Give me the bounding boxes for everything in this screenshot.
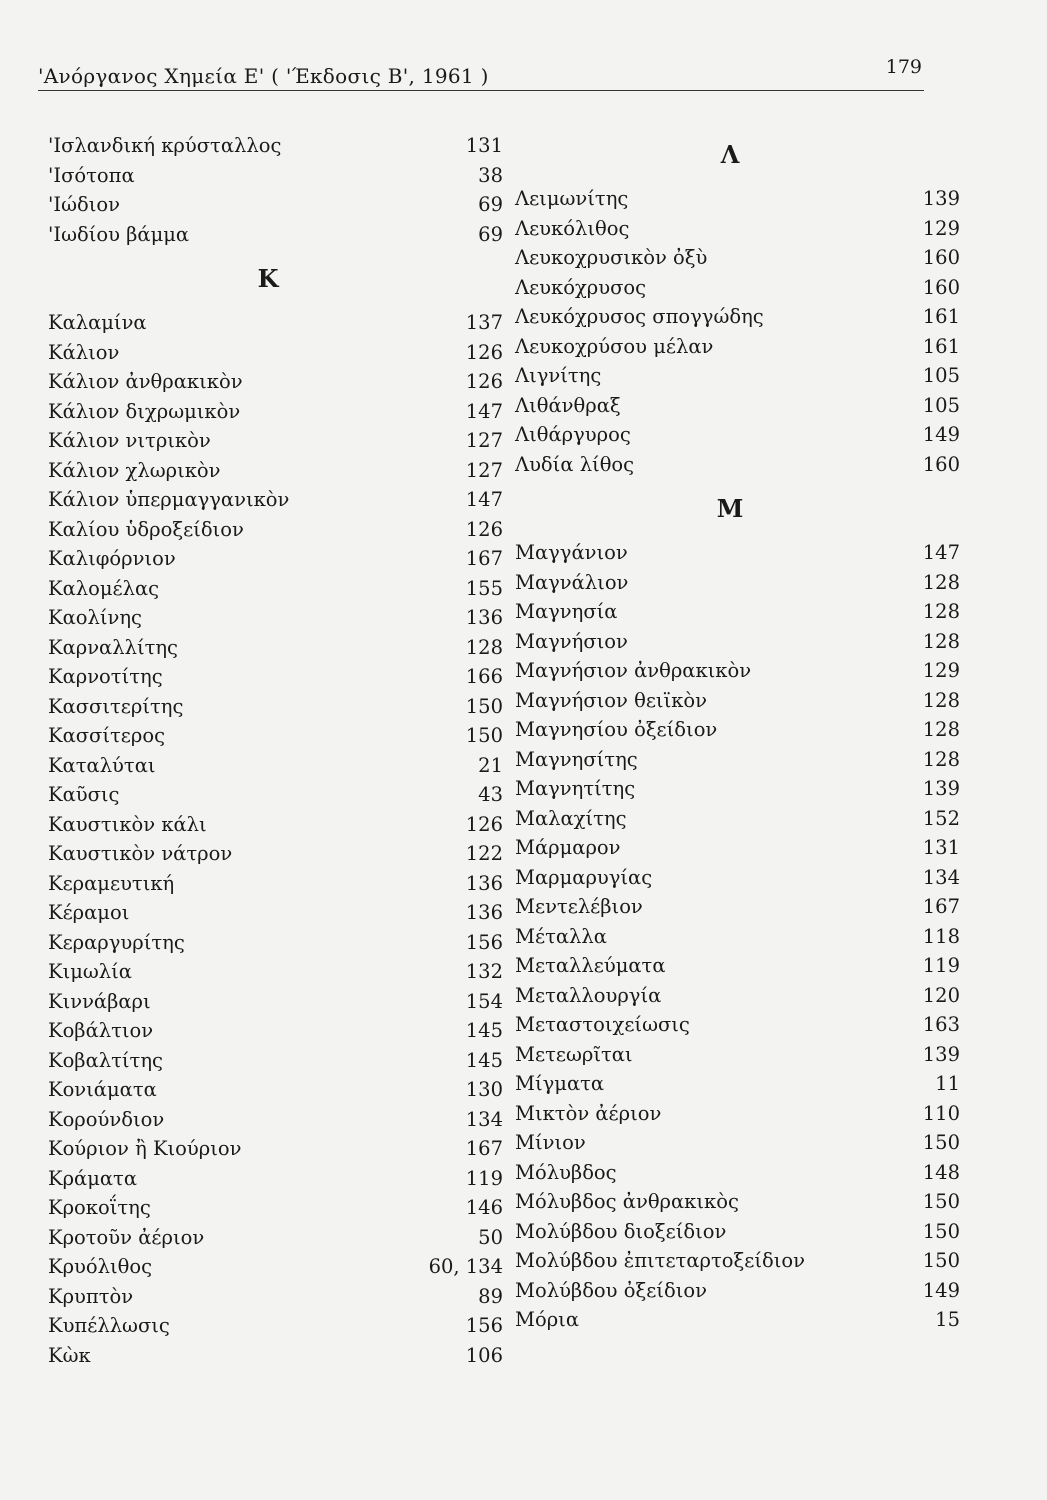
index-entry xyxy=(48,367,503,397)
index-page-ref: 69 xyxy=(478,193,503,216)
index-entry xyxy=(515,332,960,362)
index-page-ref: 119 xyxy=(922,954,960,977)
index-term: Κάλιον xyxy=(48,340,120,364)
index-page-ref: 156 xyxy=(465,930,503,954)
index-page-ref: 167 xyxy=(465,1137,503,1160)
index-term: Μόλυβδος ἀνθρακικὸς xyxy=(515,1190,739,1213)
index-term: Μεταλλεύματα xyxy=(515,954,666,977)
index-entry xyxy=(48,161,503,191)
index-page-ref: 128 xyxy=(922,600,960,623)
index-page-ref: 128 xyxy=(922,747,960,771)
index-page-ref: 126 xyxy=(465,517,503,541)
index-entry xyxy=(515,1010,960,1040)
index-term: Κασσιτερίτης xyxy=(48,694,184,718)
page-number: 179 xyxy=(885,56,922,78)
index-term: Λευκόλιθος xyxy=(515,216,630,240)
index-entry xyxy=(515,273,960,303)
index-term: Κοβαλτίτης xyxy=(48,1048,163,1072)
index-entry xyxy=(48,810,503,840)
index-page-ref: 132 xyxy=(465,960,503,983)
index-term: Λευκόχρυσος σπογγώδης xyxy=(515,305,764,328)
index-entry xyxy=(515,1246,960,1276)
index-term: Μαγνησίου ὀξείδιον xyxy=(515,718,718,741)
index-page-ref: 145 xyxy=(465,1048,503,1072)
index-page-ref: 167 xyxy=(465,547,503,570)
index-page-ref: 150 xyxy=(922,1249,960,1272)
index-term: Κιμωλία xyxy=(48,960,132,983)
index-entry xyxy=(48,869,503,899)
index-page-ref: 161 xyxy=(922,305,960,328)
index-entry xyxy=(48,1311,503,1341)
index-page-ref: 136 xyxy=(465,871,503,895)
index-entry xyxy=(48,426,503,456)
index-page-ref: 147 xyxy=(465,488,503,511)
index-page-ref: 147 xyxy=(922,541,960,564)
index-term: 'Ισλανδική κρύσταλλος xyxy=(48,134,282,157)
index-term: Μολύβδου διοξείδιον xyxy=(515,1219,727,1243)
index-entry xyxy=(48,1046,503,1076)
index-page-ref: 120 xyxy=(922,983,960,1007)
index-entry xyxy=(515,833,960,863)
index-term: Μικτὸν ἀέριον xyxy=(515,1101,662,1125)
index-entry xyxy=(48,987,503,1017)
index-page-ref: 126 xyxy=(465,370,503,393)
index-section-m xyxy=(515,538,960,1335)
index-term: Λευκοχρυσικὸν ὀξὺ xyxy=(515,246,708,269)
index-entry xyxy=(515,656,960,686)
index-term: Καλιφόρνιον xyxy=(48,547,176,570)
index-entry xyxy=(48,1164,503,1194)
index-page-ref: 11 xyxy=(935,1072,960,1095)
index-term: Κιννάβαρι xyxy=(48,989,151,1013)
index-page-ref: 167 xyxy=(922,895,960,918)
index-page-ref: 150 xyxy=(465,694,503,718)
index-term: Κροκοΐτης xyxy=(48,1196,151,1219)
index-page-ref: 127 xyxy=(465,429,503,452)
index-term: Μαγνήσιον θειϊκὸν xyxy=(515,688,707,712)
index-page-ref: 134 xyxy=(465,1107,503,1131)
index-entry xyxy=(515,715,960,745)
index-page-ref: 127 xyxy=(465,458,503,482)
index-page-ref: 89 xyxy=(478,1284,503,1308)
index-entry xyxy=(515,774,960,804)
index-entry xyxy=(515,627,960,657)
index-entry xyxy=(48,190,503,220)
index-term: 'Ιώδιον xyxy=(48,193,120,216)
index-section-k xyxy=(48,308,503,1370)
index-term: Κάλιον χλωρικὸν xyxy=(48,458,221,482)
index-page-ref: 150 xyxy=(465,724,503,747)
index-term: Μαρμαρυγίας xyxy=(515,865,653,889)
index-page-ref: 105 xyxy=(922,364,960,387)
index-term: Κρυπτὸν xyxy=(48,1284,134,1308)
index-term: Κάλιον ἀνθρακικὸν xyxy=(48,370,243,393)
index-page-ref: 128 xyxy=(922,629,960,653)
index-term: Καλαμίνα xyxy=(48,311,147,334)
index-entry xyxy=(48,603,503,633)
index-entry xyxy=(48,544,503,574)
index-term: Μαλαχίτης xyxy=(515,806,627,830)
index-entry xyxy=(515,538,960,568)
index-term: Κασσίτερος xyxy=(48,724,166,747)
index-term: Λειμωνίτης xyxy=(515,187,629,210)
index-term: Μαγνήσιον ἀνθρακικὸν xyxy=(515,659,752,682)
index-entry xyxy=(515,420,960,450)
index-entry xyxy=(48,957,503,987)
index-term: Μαγνησίτης xyxy=(515,747,638,771)
index-page-ref: 161 xyxy=(922,334,960,358)
index-entry xyxy=(48,397,503,427)
index-entry xyxy=(48,928,503,958)
index-page-ref: 154 xyxy=(465,989,503,1013)
index-term: Καταλύται xyxy=(48,753,156,777)
index-page-ref: 60, 134 xyxy=(428,1255,503,1278)
index-entry xyxy=(48,1016,503,1046)
index-entry xyxy=(48,1282,503,1312)
index-entry xyxy=(515,243,960,273)
index-term: Μόρια xyxy=(515,1308,579,1331)
index-page-ref: 150 xyxy=(922,1131,960,1154)
index-page-ref: 131 xyxy=(922,836,960,859)
index-entry xyxy=(48,1252,503,1282)
index-entry xyxy=(515,981,960,1011)
running-title: 'Ανόργανος Χημεία Ε' ( 'Έκδοσις Β', 1961 ) xyxy=(38,64,489,88)
index-page-ref: 146 xyxy=(465,1196,503,1219)
index-term: Καρνοτίτης xyxy=(48,665,163,688)
index-page-ref: 148 xyxy=(922,1160,960,1184)
index-term: Καολίνης xyxy=(48,606,142,629)
index-entry xyxy=(515,1158,960,1188)
index-page-ref: 136 xyxy=(465,606,503,629)
section-letter-k: Κ xyxy=(257,264,279,293)
index-entry xyxy=(48,1341,503,1371)
index-page-ref: 145 xyxy=(465,1019,503,1042)
index-entry xyxy=(48,1134,503,1164)
index-entry xyxy=(48,839,503,869)
index-term: Μετεωρῖται xyxy=(515,1042,633,1066)
index-entry xyxy=(515,184,960,214)
index-page-ref: 69 xyxy=(478,222,503,246)
index-page-ref: 119 xyxy=(465,1166,503,1190)
index-term: Κράματα xyxy=(48,1166,137,1190)
index-term: Μίγματα xyxy=(515,1072,605,1095)
index-entry xyxy=(515,1276,960,1306)
index-entry xyxy=(515,302,960,332)
right-index-column xyxy=(515,125,960,1335)
index-term: Μαγνάλιον xyxy=(515,570,629,594)
index-entry xyxy=(48,1193,503,1223)
index-term: Μεταλλουργία xyxy=(515,983,662,1007)
index-term: Λιθάνθραξ xyxy=(515,393,621,417)
index-entry xyxy=(48,721,503,751)
index-entry xyxy=(515,1128,960,1158)
index-page-ref: 149 xyxy=(922,423,960,446)
index-entry xyxy=(48,308,503,338)
index-term: Μέταλλα xyxy=(515,924,607,948)
index-page-ref: 155 xyxy=(465,576,503,600)
index-entry xyxy=(48,485,503,515)
index-page-ref: 150 xyxy=(922,1190,960,1213)
index-entry xyxy=(48,456,503,486)
index-page-ref: 43 xyxy=(478,783,503,806)
index-entry xyxy=(515,863,960,893)
index-page-ref: 137 xyxy=(465,311,503,334)
left-index-column xyxy=(48,131,503,1370)
index-section-l xyxy=(515,184,960,479)
index-entry xyxy=(48,1075,503,1105)
index-entry xyxy=(515,922,960,952)
index-entry xyxy=(48,1105,503,1135)
index-page-ref: 50 xyxy=(478,1225,503,1249)
index-entry xyxy=(515,1040,960,1070)
index-page-ref: 128 xyxy=(465,635,503,659)
index-entry xyxy=(515,597,960,627)
index-term: Μίνιον xyxy=(515,1131,586,1154)
index-page-ref: 150 xyxy=(922,1219,960,1243)
index-entry xyxy=(48,780,503,810)
index-term: Μαγνητίτης xyxy=(515,777,636,800)
index-page-ref: 128 xyxy=(922,718,960,741)
index-page-ref: 106 xyxy=(465,1343,503,1367)
index-term: Κὼκ xyxy=(48,1343,91,1367)
index-entry xyxy=(48,662,503,692)
index-entry xyxy=(48,131,503,161)
index-term: Κυπέλλωσις xyxy=(48,1314,170,1337)
index-page-ref: 129 xyxy=(922,216,960,240)
index-entry xyxy=(515,1187,960,1217)
index-page-ref: 129 xyxy=(922,659,960,682)
index-entry xyxy=(515,745,960,775)
index-page-ref: 160 xyxy=(922,246,960,269)
index-page-ref: 163 xyxy=(922,1013,960,1036)
index-term: Κονιάματα xyxy=(48,1078,157,1101)
page-header xyxy=(38,56,924,91)
index-term: Μόλυβδος xyxy=(515,1160,617,1184)
index-entry xyxy=(515,686,960,716)
index-term: Κεραργυρίτης xyxy=(48,930,185,954)
index-page-ref: 139 xyxy=(922,187,960,210)
index-term: Καρναλλίτης xyxy=(48,635,178,659)
index-entry xyxy=(48,574,503,604)
index-page-ref: 126 xyxy=(465,812,503,836)
index-term: Λιγνίτης xyxy=(515,364,602,387)
index-term: Μάρμαρον xyxy=(515,836,621,859)
index-entry xyxy=(515,1099,960,1129)
index-section-i xyxy=(48,131,503,249)
index-term: Κάλιον νιτρικὸν xyxy=(48,429,211,452)
index-entry xyxy=(515,951,960,981)
index-term: Μεταστοιχείωσις xyxy=(515,1013,690,1036)
index-entry xyxy=(48,751,503,781)
index-term: Καυστικὸν νάτρον xyxy=(48,842,233,865)
index-page-ref: 136 xyxy=(465,901,503,924)
index-term: Λευκοχρύσου μέλαν xyxy=(515,334,714,358)
index-page-ref: 15 xyxy=(935,1308,960,1331)
index-page-ref: 139 xyxy=(922,777,960,800)
index-term: Μολύβδου ἐπιτεταρτοξείδιον xyxy=(515,1249,805,1272)
index-term: Κούριον ἢ Κιούριον xyxy=(48,1137,242,1160)
index-page-ref: 122 xyxy=(465,842,503,865)
index-term: Καλίου ὑδροξείδιον xyxy=(48,517,244,541)
index-entry xyxy=(515,804,960,834)
index-page-ref: 152 xyxy=(922,806,960,830)
index-entry xyxy=(515,1069,960,1099)
index-entry xyxy=(48,338,503,368)
index-entry xyxy=(48,220,503,250)
index-page-ref: 160 xyxy=(922,275,960,299)
index-term: 'Ισότοπα xyxy=(48,163,135,187)
index-term: Καῦσις xyxy=(48,783,120,806)
index-term: Μαγνήσιον xyxy=(515,629,628,653)
index-page-ref: 21 xyxy=(478,753,503,777)
index-page-ref: 139 xyxy=(922,1042,960,1066)
section-letter-l: Λ xyxy=(720,140,740,169)
index-term: Λευκόχρυσος xyxy=(515,275,647,299)
index-page-ref: 130 xyxy=(465,1078,503,1101)
index-entry xyxy=(515,1217,960,1247)
index-entry xyxy=(48,515,503,545)
index-page-ref: 128 xyxy=(922,688,960,712)
index-term: Κροτοῦν ἀέριον xyxy=(48,1225,205,1249)
index-entry xyxy=(48,692,503,722)
index-term: Λιθάργυρος xyxy=(515,423,631,446)
index-entry xyxy=(515,1305,960,1335)
index-page-ref: 166 xyxy=(465,665,503,688)
index-page-ref: 160 xyxy=(922,452,960,476)
index-entry xyxy=(515,391,960,421)
index-page-ref: 118 xyxy=(922,924,960,948)
index-term: Καλομέλας xyxy=(48,576,160,600)
index-term: Κορούνδιον xyxy=(48,1107,165,1131)
index-page-ref: 147 xyxy=(465,399,503,423)
index-page-ref: 128 xyxy=(922,570,960,594)
index-page-ref: 110 xyxy=(922,1101,960,1125)
index-term: 'Ιωδίου βάμμα xyxy=(48,222,190,246)
index-term: Κάλιον ὑπερμαγγανικὸν xyxy=(48,488,290,511)
index-term: Λυδία λίθος xyxy=(515,452,635,476)
index-entry xyxy=(515,450,960,480)
index-term: Κρυόλιθος xyxy=(48,1255,153,1278)
index-term: Μαγνησία xyxy=(515,600,618,623)
index-term: Κέραμοι xyxy=(48,901,130,924)
index-term: Μολύβδου ὀξείδιον xyxy=(515,1278,707,1302)
index-entry xyxy=(48,1223,503,1253)
index-page-ref: 134 xyxy=(922,865,960,889)
index-entry xyxy=(515,568,960,598)
index-term: Μαγγάνιον xyxy=(515,541,628,564)
index-page-ref: 126 xyxy=(465,340,503,364)
index-page-ref: 131 xyxy=(465,134,503,157)
index-page-ref: 105 xyxy=(922,393,960,417)
index-entry xyxy=(515,892,960,922)
index-term: Κοβάλτιον xyxy=(48,1019,154,1042)
index-entry xyxy=(48,633,503,663)
index-term: Μεντελέβιον xyxy=(515,895,643,918)
index-entry xyxy=(48,898,503,928)
index-term: Καυστικὸν κάλι xyxy=(48,812,207,836)
index-page-ref: 156 xyxy=(465,1314,503,1337)
index-page-ref: 38 xyxy=(478,163,503,187)
index-entry xyxy=(515,214,960,244)
index-page-ref: 149 xyxy=(922,1278,960,1302)
section-letter-m: Μ xyxy=(716,494,744,523)
index-entry xyxy=(515,361,960,391)
index-term: Κάλιον διχρωμικὸν xyxy=(48,399,241,423)
index-term: Κεραμευτική xyxy=(48,871,175,895)
